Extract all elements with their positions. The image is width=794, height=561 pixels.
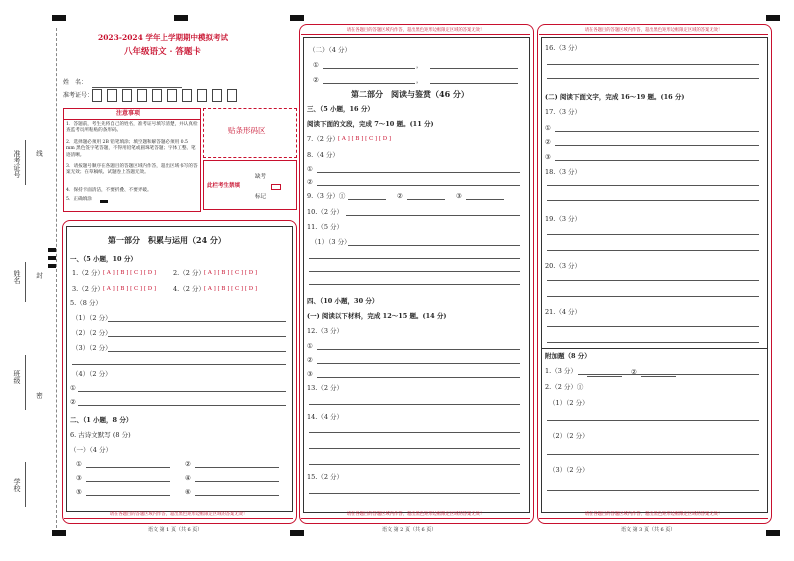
position-mark: [174, 15, 188, 21]
q8-circle-2: ②: [307, 178, 313, 186]
q4-options[interactable]: [ A ] [ B ] [ C ] [ D ]: [204, 286, 258, 292]
name-field[interactable]: [92, 87, 182, 88]
answer-line[interactable]: [547, 490, 759, 491]
blank-circle-1: ①: [76, 460, 82, 468]
answer-line[interactable]: [641, 376, 676, 377]
notice-title-rule: [63, 119, 201, 120]
q17-circle-2: ②: [545, 138, 551, 146]
notice-5: 5．正确填涂: [66, 197, 92, 202]
sub2-circle-1: ①: [313, 61, 319, 69]
sub2-comma-1: ，: [416, 61, 423, 69]
answer-line[interactable]: [547, 342, 759, 343]
q7-options[interactable]: [ A ] [ B ] [ C ] [ D ]: [338, 136, 392, 142]
answer-line[interactable]: [78, 391, 286, 392]
position-mark: [766, 530, 780, 536]
answer-line[interactable]: [547, 234, 759, 235]
answer-line[interactable]: [547, 420, 759, 421]
warning-header-3: 请在各题目的答题区域内作答，超出黑色矩形边框限定区域的答案无效！: [539, 28, 768, 35]
q17-circle-1: ①: [545, 124, 551, 132]
q9-circle-2: ②: [397, 192, 403, 200]
notice-2: 2．选择题必须用 2B 铅笔填涂；填空题和解答题必须用 0.5 mm 黑色签字笔答题，不得用铅笔或圆珠笔答题；字体工整、笔迹清晰。: [66, 140, 196, 158]
q5-item-2: （2）（2 分）: [72, 329, 112, 337]
barcode-label: 贴条形码区: [228, 126, 266, 135]
side-underline: [25, 140, 26, 185]
digit-box[interactable]: [122, 89, 132, 102]
answer-line[interactable]: [407, 199, 445, 200]
answer-line[interactable]: [547, 326, 759, 327]
q17-label: 17.（3 分）: [545, 108, 582, 116]
blank-circle-6: ⑥: [185, 488, 191, 496]
blank-circle-3: ③: [76, 474, 82, 482]
answer-line[interactable]: [430, 68, 518, 69]
answer-line[interactable]: [195, 481, 279, 482]
q1-label: 1.（2 分）: [72, 269, 104, 277]
q9-label: 9.（3 分）①: [307, 192, 346, 200]
answer-line[interactable]: [323, 68, 415, 69]
q17-circle-3: ③: [545, 153, 551, 161]
absent-mark-1: 缺考: [255, 174, 267, 180]
answer-line[interactable]: [309, 284, 520, 285]
answer-line[interactable]: [547, 454, 759, 455]
blank-circle-5: ⑤: [76, 488, 82, 496]
answer-line[interactable]: [346, 215, 520, 216]
exam-title: 2023-2024 学年上学期期中模拟考试: [98, 33, 228, 42]
circle-1: ①: [70, 384, 76, 392]
q7-label: 7.（2 分）: [307, 135, 339, 143]
digit-box[interactable]: [92, 89, 102, 102]
answer-line[interactable]: [108, 351, 286, 352]
section3-title: 三、（5 小题，16 分）: [307, 105, 374, 113]
q18-label: 18.（3 分）: [545, 168, 582, 176]
q12-circle-1: ①: [307, 342, 313, 350]
answer-line[interactable]: [547, 200, 759, 201]
q14-label: 14.（4 分）: [307, 413, 344, 421]
answer-line[interactable]: [317, 185, 520, 186]
q5-item-3: （3）（2 分）: [72, 344, 112, 352]
notice-3: 3．请按题号顺序在各题目的答题区域内作答，超出区域书写的答案无效；在草稿纸、试题卷上答题无效。: [66, 164, 198, 176]
digit-box[interactable]: [152, 89, 162, 102]
answer-line[interactable]: [309, 493, 520, 494]
extra-q2: 2.（2 分）①: [545, 383, 584, 391]
notice-1: 1．答题前，考生先将自己的姓名，准考证号填写清楚，并认真检查监考员所粘贴的条形码。: [66, 122, 198, 134]
q6-sub1: （一）（4 分）: [70, 446, 112, 454]
q15-label: 15.（2 分）: [307, 473, 344, 481]
notice-title: 注意事项: [116, 110, 141, 117]
answer-line[interactable]: [587, 376, 622, 377]
page-footer-3: 语文 第 3 页（共 6 页）: [621, 527, 676, 533]
extra-q2-circle-2: ②: [631, 368, 637, 376]
side-label-class: 班级: [13, 370, 21, 384]
answer-line[interactable]: [86, 495, 170, 496]
answer-line[interactable]: [72, 364, 286, 365]
extra-item-1: （1）（2 分）: [549, 399, 589, 407]
answer-line[interactable]: [195, 467, 279, 468]
position-mark: [290, 15, 304, 21]
side-label-secret: 密: [35, 392, 43, 399]
side-label-name: 姓名: [13, 270, 21, 284]
answer-line[interactable]: [547, 280, 759, 281]
q12-label: 12.（3 分）: [307, 327, 344, 335]
binding-dashed-line: [56, 28, 57, 528]
answer-line[interactable]: [555, 145, 759, 146]
answer-line[interactable]: [430, 83, 518, 84]
answer-line[interactable]: [317, 349, 520, 350]
blank-circle-4: ④: [185, 474, 191, 482]
answer-line[interactable]: [547, 64, 759, 65]
absent-checkbox[interactable]: [271, 184, 281, 190]
position-mark: [48, 256, 56, 260]
warning-footer-1: 请在各题目的答题区域内作答，超出黑色矩形边框限定区域的答案无效！: [64, 512, 293, 519]
answer-line[interactable]: [323, 83, 415, 84]
q5-item-1: （1）（2 分）: [72, 314, 112, 322]
page-footer-2: 语文 第 2 页（共 6 页）: [382, 527, 437, 533]
position-mark: [290, 530, 304, 536]
part2-title: 第二部分 阅读与鉴赏（46 分）: [351, 89, 469, 99]
section1-title: 一、（5 小题，10 分）: [70, 255, 137, 263]
side-label-seal: 封: [35, 272, 43, 279]
sub2-circle-2: ②: [313, 76, 319, 84]
q16-label: 16.（3 分）: [545, 44, 582, 52]
position-mark: [52, 15, 66, 21]
q10-label: 10.（2 分）: [307, 208, 344, 216]
sub2-label: （二）（4 分）: [309, 46, 351, 54]
examno-label: 准考证号：: [63, 92, 94, 99]
position-mark: [766, 15, 780, 21]
digit-box[interactable]: [167, 89, 177, 102]
answer-line[interactable]: [555, 131, 759, 132]
section4-title: 四、（10 小题，30 分）: [307, 297, 379, 305]
warning-header-2: 请在各题目的答题区域内作答，超出黑色矩形边框限定区域的答案无效！: [301, 28, 530, 35]
answer-line[interactable]: [195, 495, 279, 496]
extra-item-2: （2）（2 分）: [549, 432, 589, 440]
position-mark: [48, 264, 56, 268]
answer-line[interactable]: [317, 377, 520, 378]
answer-line[interactable]: [78, 405, 286, 406]
reading-instruction-c: (二) 阅读下面文字，完成 16～19 题。(16 分): [545, 93, 685, 101]
extra-q1: 1.（3 分）: [545, 367, 577, 375]
side-underline: [25, 262, 26, 302]
answer-line[interactable]: [309, 432, 520, 433]
q8-label: 8.（4 分）: [307, 151, 339, 159]
answer-line[interactable]: [309, 258, 520, 259]
answer-line[interactable]: [547, 78, 759, 79]
q3-options[interactable]: [ A ] [ B ] [ C ] [ D ]: [103, 286, 157, 292]
answer-line[interactable]: [578, 374, 759, 375]
answer-line[interactable]: [555, 160, 759, 161]
position-mark: [52, 530, 66, 536]
q4-label: 4.（2 分）: [173, 285, 205, 293]
answer-line[interactable]: [309, 448, 520, 449]
answer-line[interactable]: [108, 321, 286, 322]
side-underline: [25, 355, 26, 410]
q11-sub1: （1）（3 分）: [311, 238, 351, 246]
circle-2: ②: [70, 398, 76, 406]
answer-line[interactable]: [547, 185, 759, 186]
side-label-examno: 准考证号: [13, 150, 21, 178]
q12-circle-3: ③: [307, 370, 313, 378]
side-label-school: 学校: [13, 478, 21, 492]
q9-circle-3: ③: [456, 192, 462, 200]
answer-line[interactable]: [86, 481, 170, 482]
exam-subtitle: 八年级语文 · 答题卡: [124, 47, 201, 57]
q2-options[interactable]: [ A ] [ B ] [ C ] [ D ]: [204, 270, 258, 276]
side-underline: [25, 462, 26, 507]
digit-box[interactable]: [182, 89, 192, 102]
warning-footer-2: 请在各题目的答题区域内作答，超出黑色矩形边框限定区域的答案无效！: [301, 512, 530, 519]
extra-item-3: （3）（2 分）: [549, 466, 589, 474]
answer-line[interactable]: [86, 467, 170, 468]
blank-circle-2: ②: [185, 460, 191, 468]
digit-box[interactable]: [107, 89, 117, 102]
warning-footer-3: 请在各题目的答题区域内作答，超出黑色矩形边框限定区域的答案无效！: [539, 512, 768, 519]
answer-line[interactable]: [547, 250, 759, 251]
q6-label: 6. 古诗文默写 (8 分): [70, 431, 131, 439]
sub2-comma-2: ，: [416, 76, 423, 84]
q11-label: 11.（5 分）: [307, 223, 344, 231]
notice-4: 4．保持卡面清洁，不要折叠、不要弄破。: [66, 188, 152, 193]
position-mark: [48, 248, 56, 252]
section2-title: 二、（1 小题，8 分）: [70, 416, 133, 424]
digit-box[interactable]: [227, 89, 237, 102]
q8-circle-1: ①: [307, 165, 313, 173]
q1-options[interactable]: [ A ] [ B ] [ C ] [ D ]: [103, 270, 157, 276]
answer-line[interactable]: [317, 172, 520, 173]
reading-instruction-a: 阅读下面的文段，完成 7～10 题。(11 分): [307, 120, 434, 128]
q19-label: 19.（3 分）: [545, 215, 582, 223]
name-label: 姓 名：: [63, 79, 88, 86]
q2-label: 2.（2 分）: [173, 269, 205, 277]
absent-mark-2: 标记: [255, 194, 267, 200]
extra-title: 附加题（8 分）: [545, 352, 591, 360]
examno-boxes[interactable]: [92, 89, 242, 102]
q5-item-4: （4）（2 分）: [72, 370, 112, 378]
answer-line[interactable]: [348, 245, 520, 246]
digit-box[interactable]: [197, 89, 207, 102]
q12-circle-2: ②: [307, 356, 313, 364]
digit-box[interactable]: [212, 89, 222, 102]
answer-line[interactable]: [309, 404, 520, 405]
part1-title: 第一部分 积累与运用（24 分）: [108, 235, 226, 245]
q21-label: 21.（4 分）: [545, 308, 582, 316]
absent-label: 此栏考生禁填: [207, 183, 241, 189]
filled-sample: [100, 200, 108, 203]
answer-line[interactable]: [466, 199, 504, 200]
page-footer-1: 语文 第 1 页（共 6 页）: [148, 527, 203, 533]
answer-line[interactable]: [317, 363, 520, 364]
reading-instruction-b: (一) 阅读以下材料，完成 12～15 题。(14 分): [307, 312, 447, 320]
q3-label: 3.（2 分）: [72, 285, 104, 293]
side-label-line: 线: [35, 150, 43, 157]
digit-box[interactable]: [137, 89, 147, 102]
answer-line[interactable]: [547, 296, 759, 297]
answer-line[interactable]: [348, 199, 386, 200]
answer-line[interactable]: [309, 464, 520, 465]
q20-label: 20.（3 分）: [545, 262, 582, 270]
extra-divider: [541, 348, 768, 349]
answer-line[interactable]: [309, 271, 520, 272]
answer-line[interactable]: [108, 336, 286, 337]
q5-label: 5.（8 分）: [70, 299, 102, 307]
q13-label: 13.（2 分）: [307, 384, 344, 392]
